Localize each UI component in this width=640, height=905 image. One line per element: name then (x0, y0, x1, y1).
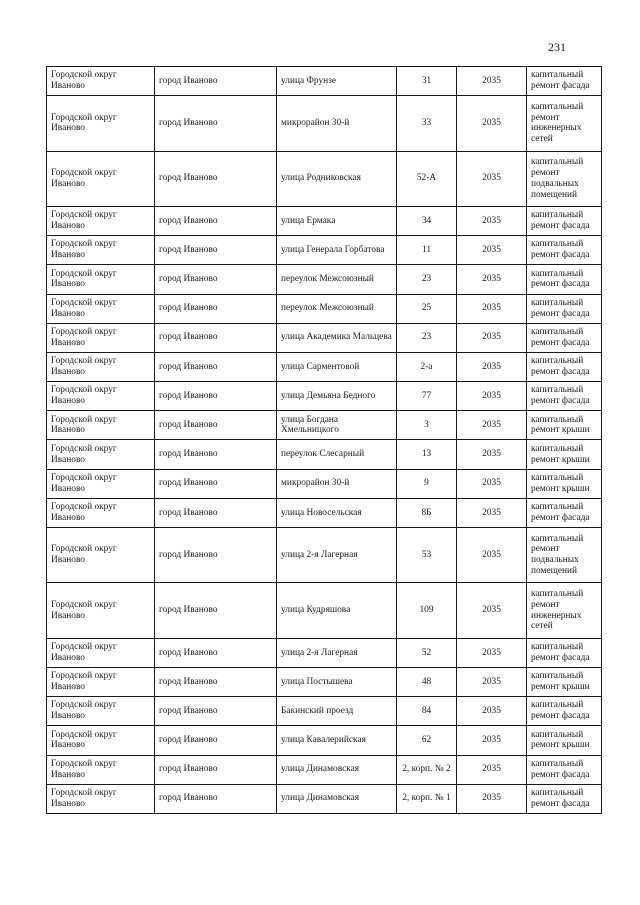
year-cell: 2035 (457, 323, 527, 352)
city-cell: город Иваново (155, 726, 277, 755)
year-cell: 2035 (457, 755, 527, 784)
district-cell: Городской округ Иваново (47, 469, 155, 498)
work-type-cell: капитальный ремонт инженерных сетей (527, 583, 602, 638)
city-cell: город Иваново (155, 668, 277, 697)
year-cell: 2035 (457, 151, 527, 206)
city-cell: город Иваново (155, 206, 277, 235)
year-cell: 2035 (457, 294, 527, 323)
house-number-cell: 9 (397, 469, 457, 498)
work-type-cell: капитальный ремонт фасада (527, 67, 602, 96)
city-cell: город Иваново (155, 96, 277, 151)
table-row (47, 323, 602, 352)
year-cell: 2035 (457, 583, 527, 638)
city-cell: город Иваново (155, 583, 277, 638)
city-cell: город Иваново (155, 352, 277, 381)
city-cell: город Иваново (155, 440, 277, 469)
year-cell: 2035 (457, 352, 527, 381)
street-cell: улица Сарментовой (277, 352, 397, 381)
table-row (47, 638, 602, 667)
table-row (47, 755, 602, 784)
house-number-cell: 25 (397, 294, 457, 323)
work-type-cell: капитальный ремонт фасада (527, 265, 602, 294)
district-cell: Городской округ Иваново (47, 294, 155, 323)
district-cell: Городской округ Иваново (47, 498, 155, 527)
district-cell: Городской округ Иваново (47, 265, 155, 294)
house-number-cell: 109 (397, 583, 457, 638)
district-cell: Городской округ Иваново (47, 583, 155, 638)
district-cell: Городской округ Иваново (47, 726, 155, 755)
street-cell: улица Постышева (277, 668, 397, 697)
year-cell: 2035 (457, 440, 527, 469)
house-number-cell: 2, корп. № 1 (397, 784, 457, 813)
table-row (47, 411, 602, 440)
house-number-cell: 34 (397, 206, 457, 235)
house-number-cell: 33 (397, 96, 457, 151)
work-type-cell: капитальный ремонт крыши (527, 668, 602, 697)
house-number-cell: 2, корп. № 2 (397, 755, 457, 784)
street-cell: улица Динамовская (277, 755, 397, 784)
year-cell: 2035 (457, 668, 527, 697)
year-cell: 2035 (457, 265, 527, 294)
street-cell: улица Генерала Горбатова (277, 236, 397, 265)
year-cell: 2035 (457, 784, 527, 813)
street-cell: переулок Слесарный (277, 440, 397, 469)
district-cell: Городской округ Иваново (47, 668, 155, 697)
district-cell: Городской округ Иваново (47, 528, 155, 583)
table-row (47, 528, 602, 583)
work-type-cell: капитальный ремонт инженерных сетей (527, 96, 602, 151)
city-cell: город Иваново (155, 265, 277, 294)
street-cell: Бакинский проезд (277, 697, 397, 726)
house-number-cell: 84 (397, 697, 457, 726)
work-type-cell: капитальный ремонт крыши (527, 469, 602, 498)
year-cell: 2035 (457, 638, 527, 667)
work-type-cell: капитальный ремонт фасада (527, 323, 602, 352)
city-cell: город Иваново (155, 498, 277, 527)
table-body (47, 67, 602, 814)
house-number-cell: 11 (397, 236, 457, 265)
city-cell: город Иваново (155, 638, 277, 667)
district-cell: Городской округ Иваново (47, 784, 155, 813)
district-cell: Городской округ Иваново (47, 638, 155, 667)
year-cell: 2035 (457, 67, 527, 96)
street-cell: микрорайон 30-й (277, 469, 397, 498)
year-cell: 2035 (457, 382, 527, 411)
house-number-cell: 23 (397, 265, 457, 294)
year-cell: 2035 (457, 236, 527, 265)
work-type-cell: капитальный ремонт фасада (527, 382, 602, 411)
work-type-cell: капитальный ремонт фасада (527, 294, 602, 323)
district-cell: Городской округ Иваново (47, 697, 155, 726)
district-cell: Городской округ Иваново (47, 352, 155, 381)
street-cell: улица Академика Мальцева (277, 323, 397, 352)
district-cell: Городской округ Иваново (47, 96, 155, 151)
work-type-cell: капитальный ремонт фасада (527, 206, 602, 235)
table-row (47, 726, 602, 755)
work-type-cell: капитальный ремонт фасада (527, 352, 602, 381)
city-cell: город Иваново (155, 528, 277, 583)
work-type-cell: капитальный ремонт фасада (527, 236, 602, 265)
table-row (47, 697, 602, 726)
street-cell: улица Богдана Хмельницкого (277, 411, 397, 440)
year-cell: 2035 (457, 96, 527, 151)
year-cell: 2035 (457, 206, 527, 235)
street-cell: улица Родниковская (277, 151, 397, 206)
year-cell: 2035 (457, 697, 527, 726)
street-cell: улица Ермака (277, 206, 397, 235)
table-row (47, 265, 602, 294)
work-type-cell: капитальный ремонт фасада (527, 498, 602, 527)
house-number-cell: 8Б (397, 498, 457, 527)
house-number-cell: 77 (397, 382, 457, 411)
house-number-cell: 3 (397, 411, 457, 440)
street-cell: микрорайон 30-й (277, 96, 397, 151)
district-cell: Городской округ Иваново (47, 151, 155, 206)
house-number-cell: 31 (397, 67, 457, 96)
street-cell: улица Кавалерийская (277, 726, 397, 755)
table-row (47, 352, 602, 381)
street-cell: улица Демьяна Бедного (277, 382, 397, 411)
district-cell: Городской округ Иваново (47, 755, 155, 784)
table-row (47, 498, 602, 527)
city-cell: город Иваново (155, 67, 277, 96)
street-cell: улица 2-я Лагерная (277, 638, 397, 667)
street-cell: улица Фрунзе (277, 67, 397, 96)
district-cell: Городской округ Иваново (47, 236, 155, 265)
street-cell: улица Новосельская (277, 498, 397, 527)
house-number-cell: 62 (397, 726, 457, 755)
city-cell: город Иваново (155, 294, 277, 323)
work-type-cell: капитальный ремонт крыши (527, 411, 602, 440)
page-number: 231 (548, 40, 566, 54)
work-type-cell: капитальный ремонт фасада (527, 697, 602, 726)
street-cell: улица Кудряшова (277, 583, 397, 638)
house-number-cell: 48 (397, 668, 457, 697)
work-type-cell: капитальный ремонт фасада (527, 784, 602, 813)
year-cell: 2035 (457, 726, 527, 755)
street-cell: переулок Межсоюзный (277, 265, 397, 294)
year-cell: 2035 (457, 469, 527, 498)
city-cell: город Иваново (155, 236, 277, 265)
street-cell: улица Динамовская (277, 784, 397, 813)
city-cell: город Иваново (155, 755, 277, 784)
city-cell: город Иваново (155, 469, 277, 498)
city-cell: город Иваново (155, 697, 277, 726)
table-row (47, 469, 602, 498)
house-number-cell: 52-А (397, 151, 457, 206)
street-cell: улица 2-я Лагерная (277, 528, 397, 583)
house-number-cell: 2-а (397, 352, 457, 381)
city-cell: город Иваново (155, 151, 277, 206)
street-cell: переулок Межсоюзный (277, 294, 397, 323)
year-cell: 2035 (457, 498, 527, 527)
work-type-cell: капитальный ремонт подвальных помещений (527, 528, 602, 583)
year-cell: 2035 (457, 411, 527, 440)
table-row (47, 440, 602, 469)
table-row (47, 236, 602, 265)
table-row (47, 583, 602, 638)
district-cell: Городской округ Иваново (47, 67, 155, 96)
house-number-cell: 23 (397, 323, 457, 352)
house-number-cell: 13 (397, 440, 457, 469)
district-cell: Городской округ Иваново (47, 440, 155, 469)
work-type-cell: капитальный ремонт крыши (527, 440, 602, 469)
table-row (47, 784, 602, 813)
city-cell: город Иваново (155, 323, 277, 352)
work-type-cell: капитальный ремонт крыши (527, 726, 602, 755)
district-cell: Городской округ Иваново (47, 411, 155, 440)
capital-repair-table (46, 66, 602, 814)
work-type-cell: капитальный ремонт фасада (527, 638, 602, 667)
city-cell: город Иваново (155, 411, 277, 440)
district-cell: Городской округ Иваново (47, 323, 155, 352)
city-cell: город Иваново (155, 382, 277, 411)
city-cell: город Иваново (155, 784, 277, 813)
house-number-cell: 52 (397, 638, 457, 667)
table-row (47, 96, 602, 151)
district-cell: Городской округ Иваново (47, 206, 155, 235)
table-row (47, 67, 602, 96)
year-cell: 2035 (457, 528, 527, 583)
table-row (47, 294, 602, 323)
table-row (47, 382, 602, 411)
work-type-cell: капитальный ремонт подвальных помещений (527, 151, 602, 206)
work-type-cell: капитальный ремонт фасада (527, 755, 602, 784)
table-row (47, 668, 602, 697)
table-row (47, 151, 602, 206)
table-row (47, 206, 602, 235)
house-number-cell: 53 (397, 528, 457, 583)
district-cell: Городской округ Иваново (47, 382, 155, 411)
